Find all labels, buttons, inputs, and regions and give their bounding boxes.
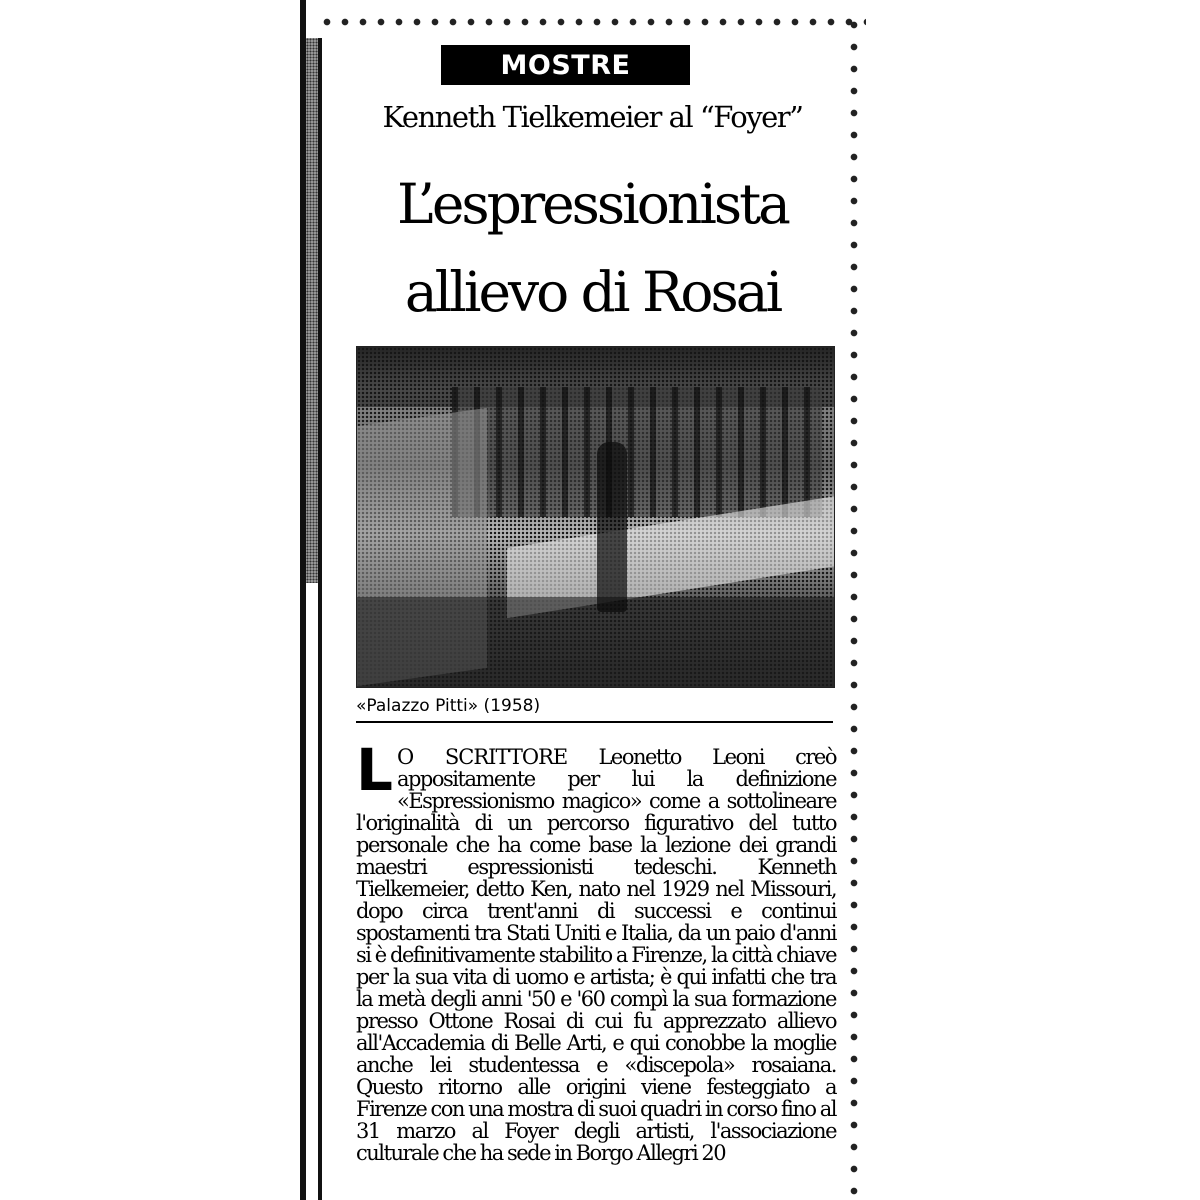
column-rule — [318, 38, 322, 1200]
headline-line-1: L’espressionista — [397, 172, 788, 236]
dotted-border-right — [845, 14, 863, 1200]
lead-in: O SCRITTORE — [396, 745, 568, 769]
painting-photo — [356, 346, 835, 688]
photo-ground — [357, 597, 834, 687]
dotted-border-top — [318, 14, 866, 30]
photo-caption: «Palazzo Pitti» (1958) — [356, 696, 541, 716]
article-headline — [340, 160, 845, 336]
article-kicker: Kenneth Tielkemeier al “Foyer” — [382, 100, 803, 134]
drop-cap: L — [356, 736, 393, 804]
photo-building — [452, 387, 822, 517]
adjacent-column-fragment — [306, 38, 318, 583]
body-text: Leonetto Leoni creò appositamente per lui la definizione «Espressionismo magico» come a sottolineare l'originalità di un percorso figurativo del tutto personale che ha come base la lezione dei grandi maestri espressionisti tedeschi. Kenneth Tielkemeier, detto Ken, nato nel 1929 nel Missouri, dopo circa trent'anni di successi e continui spostamenti tra Stati Uniti e Italia, da un paio d'anni si è definitivamente stabilito a Firenze, la città chiave per la sua vita di uomo e artista; è qui infatti che tra la metà degli anni '50 e '60 compì la sua formazione presso Ottone Rosai di cui fu apprezzato allievo all'Accademia di Belle Arti, e qui conobbe la moglie anche lei studentessa e «discepola» rosaiana. Questo ritorno alle origini viene festeggiato a Firenze con una mostra di suoi quadri in corso fino al 31 marzo al Foyer degli artisti, l'associazione culturale che ha sede in Borgo Allegri 20 — [356, 745, 836, 1165]
photo-figure — [597, 442, 627, 612]
headline-line-2: allievo di Rosai — [404, 260, 781, 324]
article-body — [356, 736, 836, 1165]
section-label: MOSTRE — [441, 45, 690, 85]
caption-rule — [356, 721, 833, 723]
